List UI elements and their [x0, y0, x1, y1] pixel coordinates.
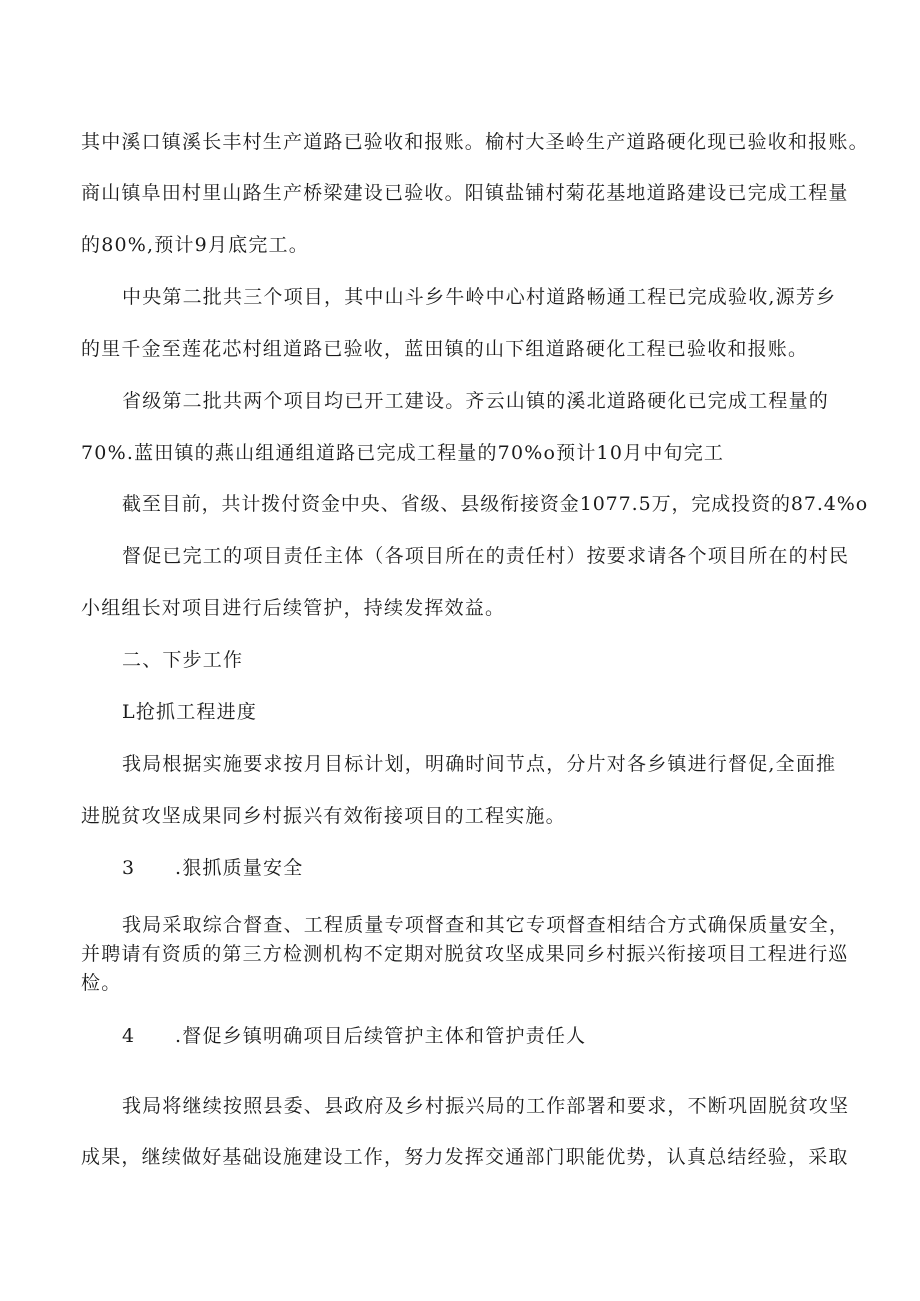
- subheading-2: .狠抓质量安全: [175, 857, 304, 879]
- text-line-4: 中央第二批共三个项目，其中山斗乡牛岭中心村道路畅通工程已完成验收,源芳乡: [122, 286, 837, 308]
- text-line-7: 70%.蓝田镇的燕山组通组道路已完成工程量的70%o预计10月中旬完工: [81, 442, 725, 464]
- text-line-16: 我局将继续按照县委、县政府及乡村振兴局的工作部署和要求，不断巩固脱贫攻坚: [122, 1095, 850, 1117]
- text-line-1: 其中溪口镇溪长丰村生产道路已验收和报账。榆村大圣岭生产道路硬化现已验收和报账。: [81, 131, 869, 153]
- section-heading: 二、下步工作: [122, 649, 244, 671]
- text-line-11: 我局根据实施要求按月目标计划，明确时间节点，分片对各乡镇进行督促,全面推: [122, 753, 837, 775]
- subheading-1: L抢抓工程进度: [122, 701, 258, 723]
- text-line-15: 检。: [81, 972, 122, 994]
- text-line-6: 省级第二批共两个项目均已开工建设。齐云山镇的溪北道路硬化已完成工程量的: [122, 390, 830, 412]
- text-line-9: 督促已完工的项目责任主体（各项目所在的责任村）按要求请各个项目所在的村民: [122, 545, 850, 567]
- subheading-3-number: 4: [122, 1025, 135, 1047]
- text-line-10: 小组组长对项目进行后续管护，持续发挥效益。: [81, 597, 506, 619]
- subheading-2-number: 3: [122, 857, 135, 879]
- text-line-3: 的80%,预计9月底完工。: [81, 234, 309, 256]
- text-line-12: 进脱贫攻坚成果同乡村振兴有效衔接项目的工程实施。: [81, 805, 566, 827]
- text-line-8: 截至目前，共计拨付资金中央、省级、县级衔接资金1077.5万，完成投资的87.4%o: [122, 493, 869, 515]
- text-line-14: 并聘请有资质的第三方检测机构不定期对脱贫攻坚成果同乡村振兴衔接项目工程进行巡: [81, 943, 849, 965]
- text-line-13: 我局采取综合督查、工程质量专项督查和其它专项督查相结合方式确保质量安全，: [122, 914, 850, 936]
- subheading-3: .督促乡镇明确项目后续管护主体和管护责任人: [175, 1025, 587, 1047]
- text-line-2: 商山镇阜田村里山路生产桥梁建设已验收。阳镇盐铺村菊花基地道路建设已完成工程量: [81, 182, 849, 204]
- text-line-17: 成果，继续做好基础设施建设工作，努力发挥交通部门职能优势，认真总结经验，采取: [81, 1146, 849, 1168]
- text-line-5: 的里千金至莲花芯村组道路已验收，蓝田镇的山下组道路硬化工程已验收和报账。: [81, 338, 809, 360]
